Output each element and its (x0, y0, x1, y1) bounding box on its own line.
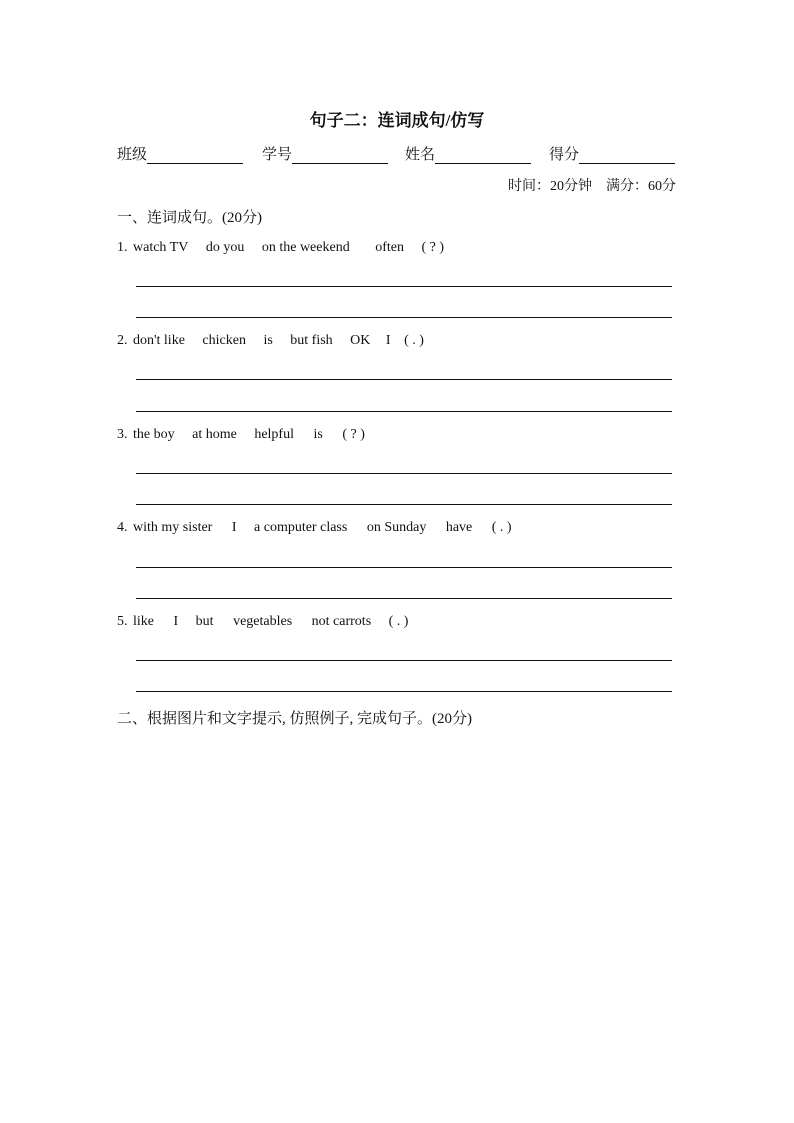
class-field (117, 143, 243, 164)
number-label: 学号 (262, 147, 293, 163)
word-chunk: OK (350, 333, 371, 348)
answer-line[interactable] (136, 660, 672, 661)
score-blank[interactable] (579, 147, 675, 164)
word-chunk: is (263, 333, 273, 348)
class-label: 班级 (117, 147, 148, 163)
answer-line[interactable] (136, 286, 672, 287)
word-chunk: but fish (290, 333, 333, 348)
word-chunk: I (231, 520, 237, 535)
word-chunk: I (173, 614, 179, 629)
word-chunk: helpful (254, 427, 294, 442)
answer-line[interactable] (136, 504, 672, 505)
punctuation-hint: ( . ) (388, 614, 409, 629)
name-blank[interactable] (435, 147, 531, 164)
name-field (405, 143, 531, 164)
score-label: 得分 (549, 147, 580, 163)
answer-line[interactable] (136, 317, 672, 318)
answer-line[interactable] (136, 379, 672, 380)
word-chunk: do you (205, 240, 245, 255)
page-title: 句子二：连词成句/仿写 (309, 111, 485, 130)
answer-line[interactable] (136, 473, 672, 474)
word-chunk: like (133, 614, 154, 629)
word-chunk: on Sunday (366, 520, 427, 535)
word-chunk: watch TV (133, 240, 189, 255)
question-5 (117, 614, 408, 630)
score-field (549, 143, 675, 164)
word-chunk: but (195, 614, 214, 629)
time-limit: 时间：20分钟 (508, 179, 592, 194)
answer-line[interactable] (136, 567, 672, 568)
name-label: 姓名 (405, 147, 436, 163)
question-number: 5. (117, 614, 128, 629)
word-chunk: not carrots (311, 614, 372, 629)
word-chunk: with my sister (133, 520, 213, 535)
question-1 (117, 240, 444, 256)
question-number: 1. (117, 240, 128, 255)
answer-line[interactable] (136, 598, 672, 599)
word-chunk: vegetables (233, 614, 293, 629)
word-chunk: have (445, 520, 473, 535)
word-chunk: on the weekend (261, 240, 350, 255)
answer-line[interactable] (136, 411, 672, 412)
word-chunk: don't like (133, 333, 185, 348)
question-number: 2. (117, 333, 128, 348)
answer-line[interactable] (136, 691, 672, 692)
number-field (262, 143, 388, 164)
word-chunk: chicken (202, 333, 246, 348)
section2-heading: 二、根据图片和文字提示, 仿照例子, 完成句子。(20分) (117, 711, 472, 727)
punctuation-hint: ( . ) (491, 520, 512, 535)
word-chunk: the boy (133, 427, 175, 442)
question-number: 3. (117, 427, 128, 442)
punctuation-hint: ( . ) (404, 333, 424, 348)
section1-heading: 一、连词成句。(20分) (117, 210, 262, 226)
word-chunk: I (385, 333, 391, 348)
number-blank[interactable] (292, 147, 388, 164)
question-4 (117, 520, 512, 536)
question-3 (117, 427, 365, 443)
word-chunk: often (375, 240, 404, 255)
punctuation-hint: ( ? ) (421, 240, 445, 255)
question-number: 4. (117, 520, 128, 535)
time-info (508, 175, 676, 195)
total-score: 满分：60分 (606, 179, 676, 194)
word-chunk: is (313, 427, 323, 442)
word-chunk: a computer class (254, 520, 348, 535)
punctuation-hint: ( ? ) (342, 427, 365, 442)
question-2 (117, 333, 424, 349)
word-chunk: at home (192, 427, 237, 442)
class-blank[interactable] (147, 147, 243, 164)
